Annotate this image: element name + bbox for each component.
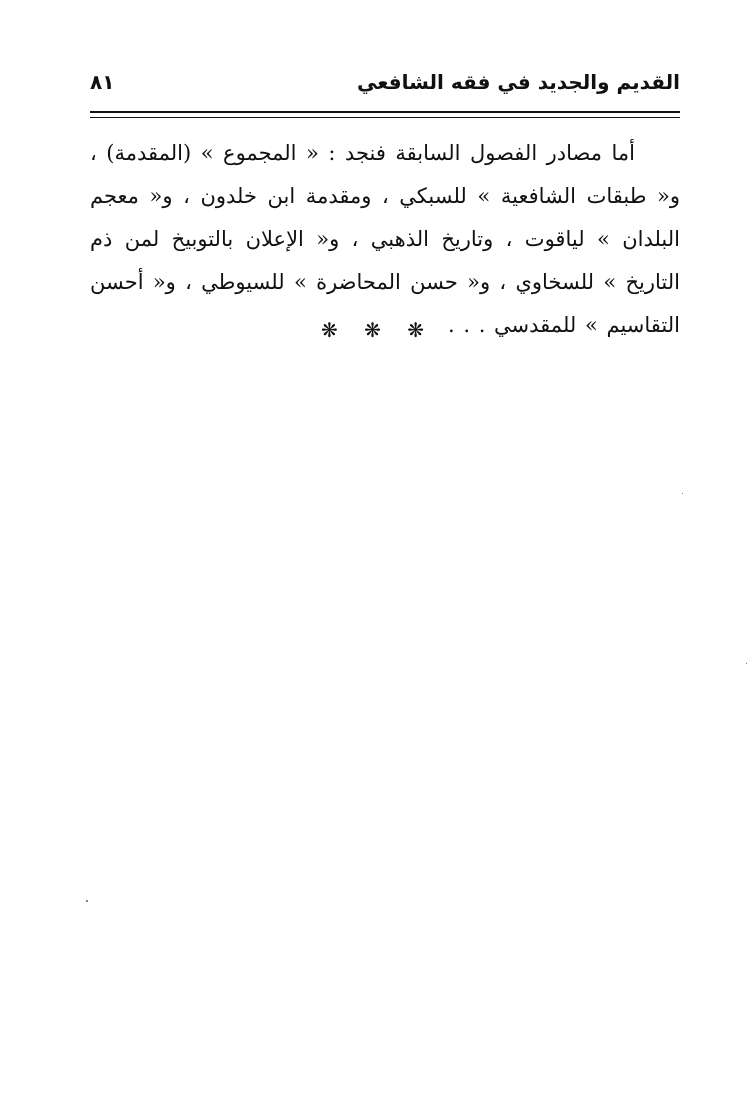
section-end-ornament: ❋ ❋ ❋	[321, 318, 434, 342]
main-text	[90, 132, 680, 347]
scan-speck	[682, 493, 683, 494]
scan-speck	[86, 900, 88, 902]
running-header	[90, 66, 680, 102]
page-number: ٨١	[90, 70, 115, 94]
header-rule-thick	[90, 111, 680, 113]
running-title: القديم والجديد في فقه الشافعي	[357, 70, 680, 94]
sources-paragraph: أما مصادر الفصول السابقة فنجد : « المجموع » (المقدمة) ، و« طبقات الشافعية » للسبكي ، ومقدمة ابن خلدون ، و« معجم البلدان » لياقوت ، وتاريخ الذهبي ، و« الإعلان بالتوبيخ لمن ذم التاريخ » للسخاوي ، و« حسن المحاضرة » للسيوطي ، و« أحسن التقاسيم » للمقدسي . . .	[90, 141, 680, 337]
header-rule-thin	[90, 117, 680, 118]
scan-speck	[746, 663, 747, 664]
